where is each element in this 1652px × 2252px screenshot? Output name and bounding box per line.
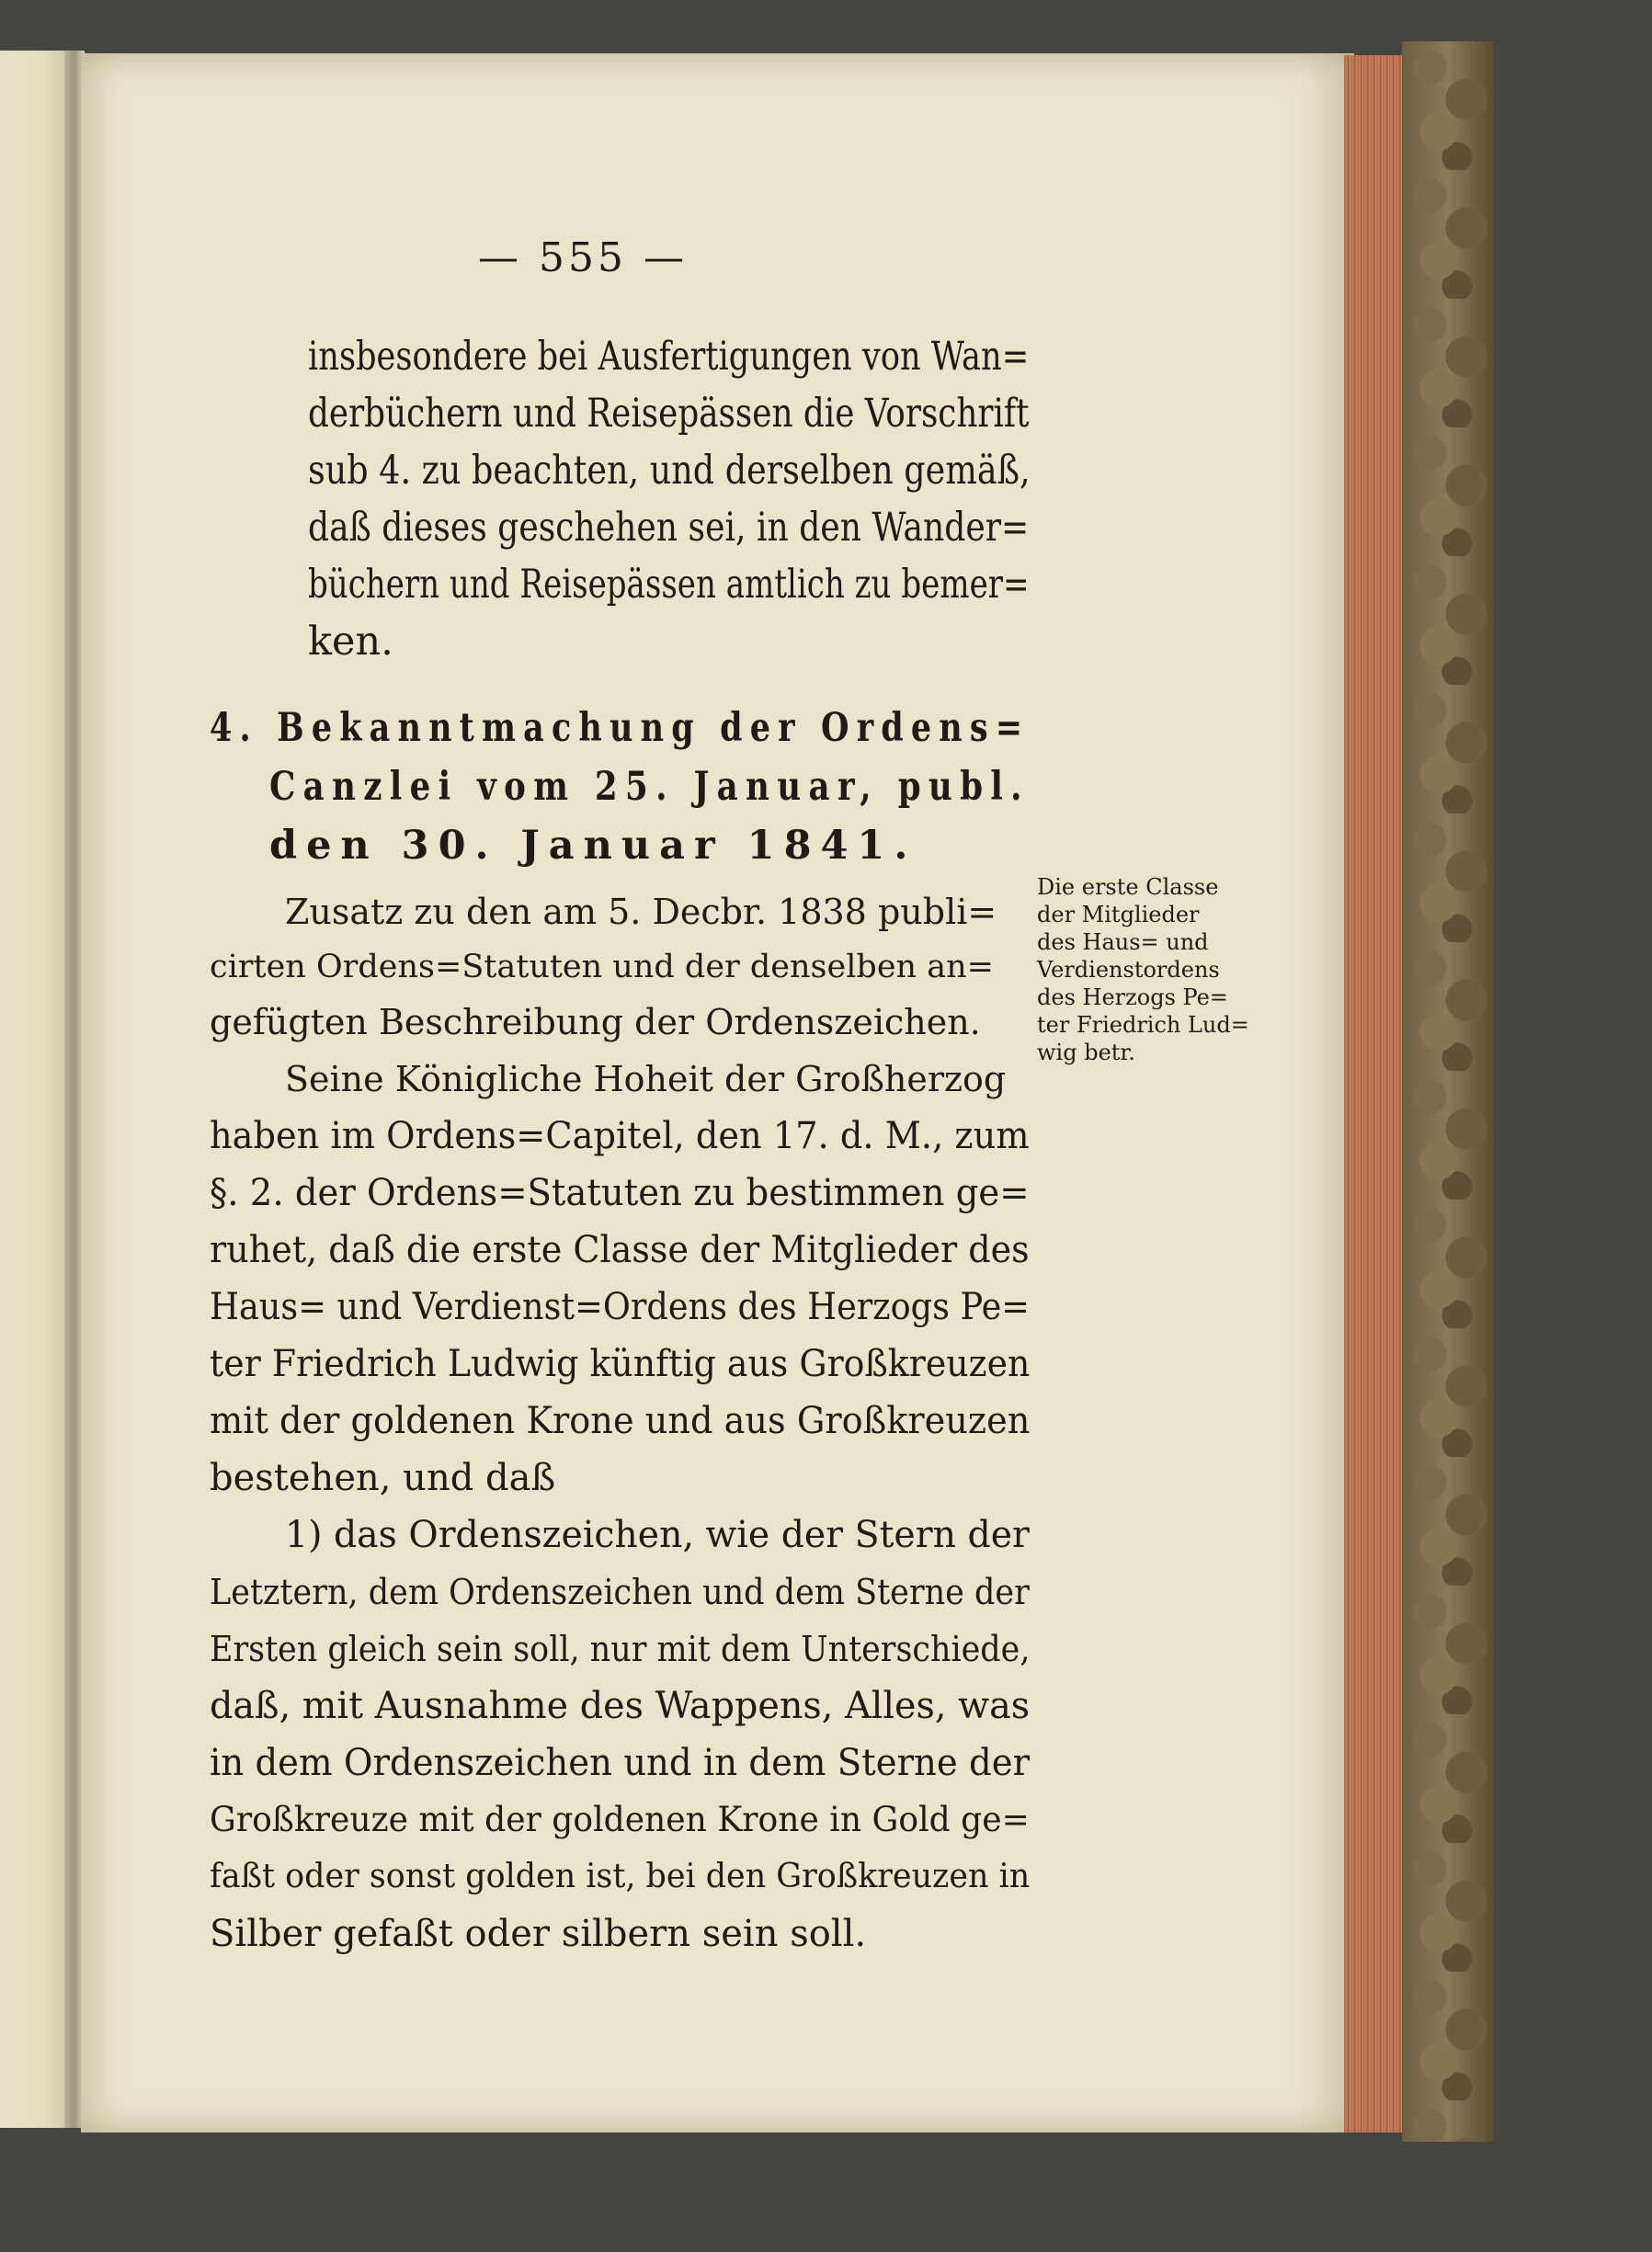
text-line: ken.	[308, 619, 393, 665]
body-line: Zusatz zu den am 5. Decbr. 1838 publi=	[285, 892, 997, 932]
body-line: Ersten gleich sein soll, nur mit dem Unterschiede,	[210, 1629, 1031, 1669]
page-number: — 555 —	[478, 234, 688, 281]
section-heading-line: Canzlei vom 25. Januar, publ.	[269, 764, 1030, 810]
text-line: daß dieses geschehen sei, in den Wander=	[308, 505, 1030, 551]
body-line: cirten Ordens=Statuten und der denselben an=	[210, 949, 994, 985]
marginal-note-line: der Mitglieder	[1037, 902, 1200, 927]
section-heading-line: 4. Bekanntmachung der Ordens=	[210, 705, 1031, 751]
marbled-cover	[1402, 41, 1494, 2142]
body-line: daß, mit Ausnahme des Wappens, Alles, was	[210, 1685, 1031, 1727]
body-line: ruhet, daß die erste Classe der Mitglieder des	[210, 1229, 1030, 1271]
body-line: in dem Ordenszeichen und in dem Sterne der	[210, 1742, 1031, 1784]
section-heading-line: den 30. Januar 1841.	[269, 823, 917, 869]
body-line: Haus= und Verdienst=Ordens des Herzogs Pe=	[210, 1286, 1030, 1328]
body-line: mit der goldenen Krone und aus Großkreuzen	[210, 1400, 1031, 1442]
body-line: Seine Königliche Hoheit der Großherzog	[285, 1059, 1007, 1099]
body-line: Letztern, dem Ordenszeichen und dem Sterne der	[210, 1572, 1030, 1612]
marginal-note-line: Die erste Classe	[1037, 874, 1219, 900]
body-line: Großkreuze mit der goldenen Krone in Gold ge=	[210, 1800, 1030, 1839]
body-line: ter Friedrich Ludwig künftig aus Großkreuzen	[210, 1343, 1031, 1385]
body-line: haben im Ordens=Capitel, den 17. d. M., zum	[210, 1115, 1030, 1157]
marginal-note-line: ter Friedrich Lud=	[1037, 1012, 1249, 1038]
body-line: 1) das Ordenszeichen, wie der Stern der	[285, 1514, 1030, 1556]
marginal-note-line: Verdienstordens	[1037, 957, 1220, 983]
text-line: sub 4. zu beachten, und derselben gemäß,	[308, 448, 1031, 494]
marginal-note-line: wig betr.	[1037, 1040, 1135, 1065]
text-line: büchern und Reisepässen amtlich zu bemer=	[308, 562, 1030, 608]
body-line: bestehen, und daß	[210, 1457, 556, 1499]
body-line: faßt oder sonst golden ist, bei den Großkreuzen in	[210, 1858, 1031, 1895]
marginal-note-line: des Herzogs Pe=	[1037, 984, 1228, 1010]
body-line: §. 2. der Ordens=Statuten zu bestimmen ge=	[210, 1172, 1030, 1214]
text-line: insbesondere bei Ausfertigungen von Wan=	[308, 334, 1030, 380]
body-line: Silber gefaßt oder silbern sein soll.	[210, 1913, 867, 1955]
marginal-note-line: des Haus= und	[1037, 929, 1209, 955]
page-edges	[1344, 55, 1408, 2133]
text-line: derbüchern und Reisepässen die Vorschrift	[308, 391, 1030, 437]
body-line: gefügten Beschreibung der Ordenszeichen.	[210, 1002, 981, 1042]
